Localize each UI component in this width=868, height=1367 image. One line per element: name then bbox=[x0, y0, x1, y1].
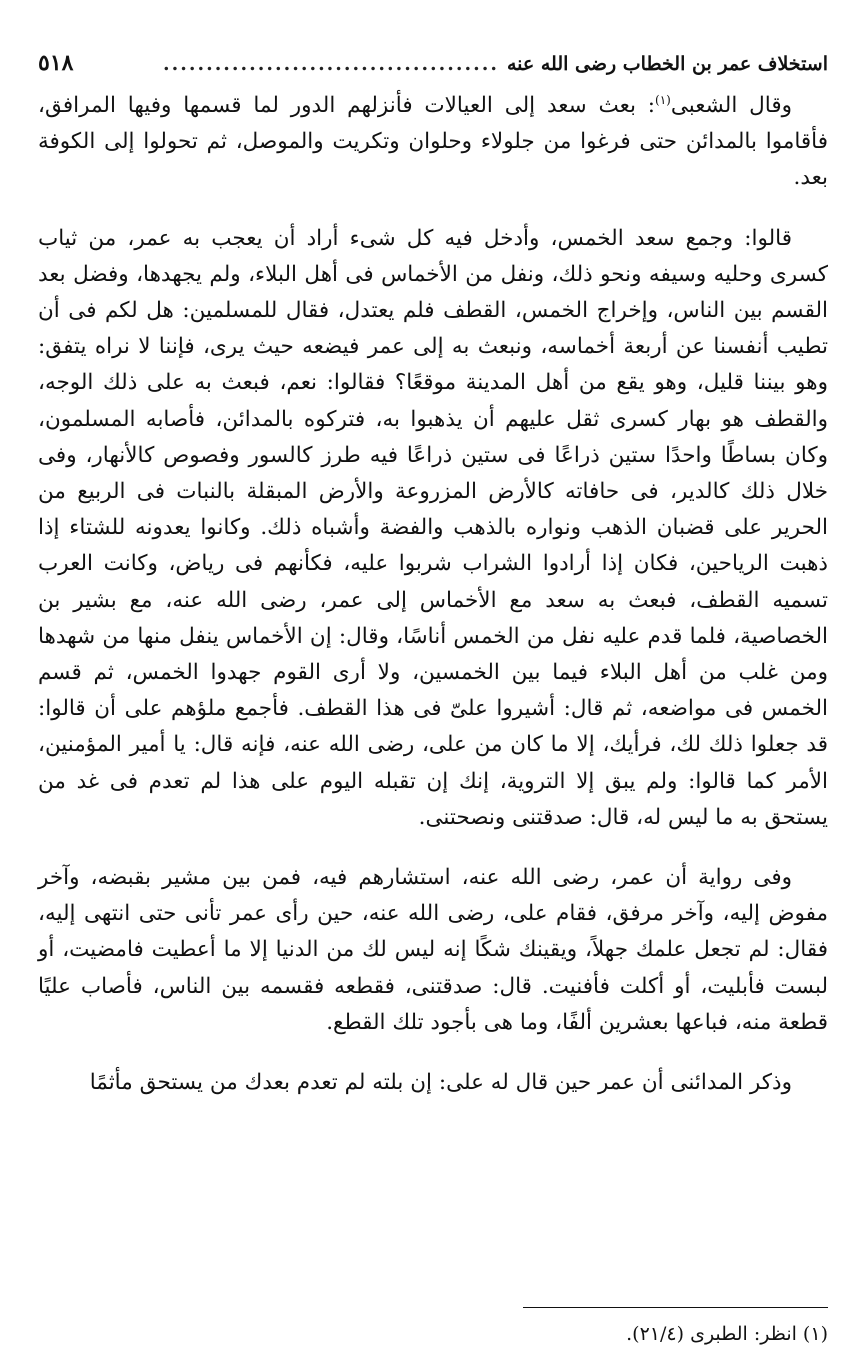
running-title: استخلاف عمر بن الخطاب رضى الله عنه bbox=[506, 53, 828, 75]
footnote-divider bbox=[523, 1307, 828, 1308]
footnote-marker: (١) bbox=[655, 92, 671, 107]
paragraph-1-body: : بعث سعد إلى العيالات فأنزلهم الدور لما قسمها وفيها المرافق، فأقاموا بالمدائن حتى فرغوا من جلولاء وحلوان وتكريت والموصل، ثم تحولوا إلى الكوفة بعد. bbox=[38, 93, 828, 191]
page-number: ٥١٨ bbox=[38, 50, 74, 76]
page-header bbox=[38, 52, 828, 82]
paragraph-3 bbox=[38, 860, 828, 1041]
paragraph-2 bbox=[38, 221, 828, 836]
footnote: (١) انظر: الطبرى (٢١/٤). bbox=[626, 1323, 828, 1345]
book-page bbox=[38, 52, 828, 1352]
paragraph-1 bbox=[38, 88, 828, 197]
paragraph-4 bbox=[38, 1065, 828, 1101]
header-leader-dots: ....................................... bbox=[163, 55, 499, 74]
paragraph-4-body: وذكر المدائنى أن عمر حين قال له على: إن بلته لم تعدم بعدك من يستحق مأثمًا bbox=[89, 1070, 792, 1096]
paragraph-2-body: قالوا: وجمع سعد الخمس، وأدخل فيه كل شىء أراد أن يعجب به عمر، من ثياب كسرى وحليه وسيفه ونحو ذلك، ونفل من الأخماس فى أهل البلاء، ولم يجهدها، وفضل بعد القسم بين الناس، وإخراج الخمس، القطف فلم يعتدل، فقال للمسلمين: هل لكم فى أن تطيب أنفسنا عن أربعة أخماسه، ونبعث به إلى عمر فيضعه حيث يرى، فإننا لا نراه يتفق: وهو بيننا قليل، وهو يقع من أهل المدينة موقعًا؟ فقالوا: نعم، فبعث به على ذلك الوجه، والقطف هو بهار كسرى ثقل عليهم أن يذهبوا به، فتركوه بالمدائن، فأصابه المسلمون، وكان بساطًا واحدًا ستين ذراعًا فى ستين ذراعًا فيه طرز كالسور وفصوص كالأنهار، وفى خلال ذلك كالدير، فى حافاته كالأرض المزروعة والأرض المبقلة بالنبات فى الربيع من الحرير على قضبان الذهب ونواره بالذهب والفضة وأشباه ذلك. وكانوا يعدونه للشتاء إذا ذهبت الرياحين، فكان إذا أرادوا الشراب شربوا عليه، فكأنهم فى رياض، وكانت العرب تسميه القطف، فبعث به سعد مع الأخماس إلى عمر، رضى الله عنه، مع بشير بن الخصاصية، فلما قدم عليه نفل من الخمس أناسًا، وقال: إن الأخماس ينفل منها من شهدها ومن غلب من أهل البلاء فيما بين الخمسين، ولا أرى القوم جهدوا الخمس، ثم قسم الخمس فى مواضعه، ثم قال: أشيروا علىّ فى هذا القطف. فأجمع ملؤهم على أن قالوا: قد جعلوا ذلك لك، فرأيك، إلا ما كان من على، رضى الله عنه، فإنه قال: يا أمير المؤمنين، الأمر كما قالوا: ولم يبق إلا التروية، إنك إن تقبله اليوم على هذا لم تعدم فى غد من يستحق به ما ليس له، قال: صدقتنى ونصحتنى. bbox=[38, 225, 828, 830]
paragraph-1-lead: وقال الشعبى bbox=[670, 93, 792, 118]
paragraph-3-body: وفى رواية أن عمر، رضى الله عنه، استشارهم فيه، فمن بين مشير بقبضه، وآخر مفوض إليه، وآخر مرفق، فقام على، رضى الله عنه، حين رأى عمر تأنى حتى انتهى إليه، فقال: لم تجعل علمك جهلاً، ويقينك شكًا إنه ليس لك من الدنيا إلا ما أعطيت فامضيت، أو لبست فأبليت، أو أكلت فأفنيت. قال: صدقتنى، فقطعه فقسمه بين الناس، فأصاب عليًا قطعة منه، فباعها بعشرين ألفًا، وما هى بأجود تلك القطع. bbox=[38, 865, 828, 1035]
